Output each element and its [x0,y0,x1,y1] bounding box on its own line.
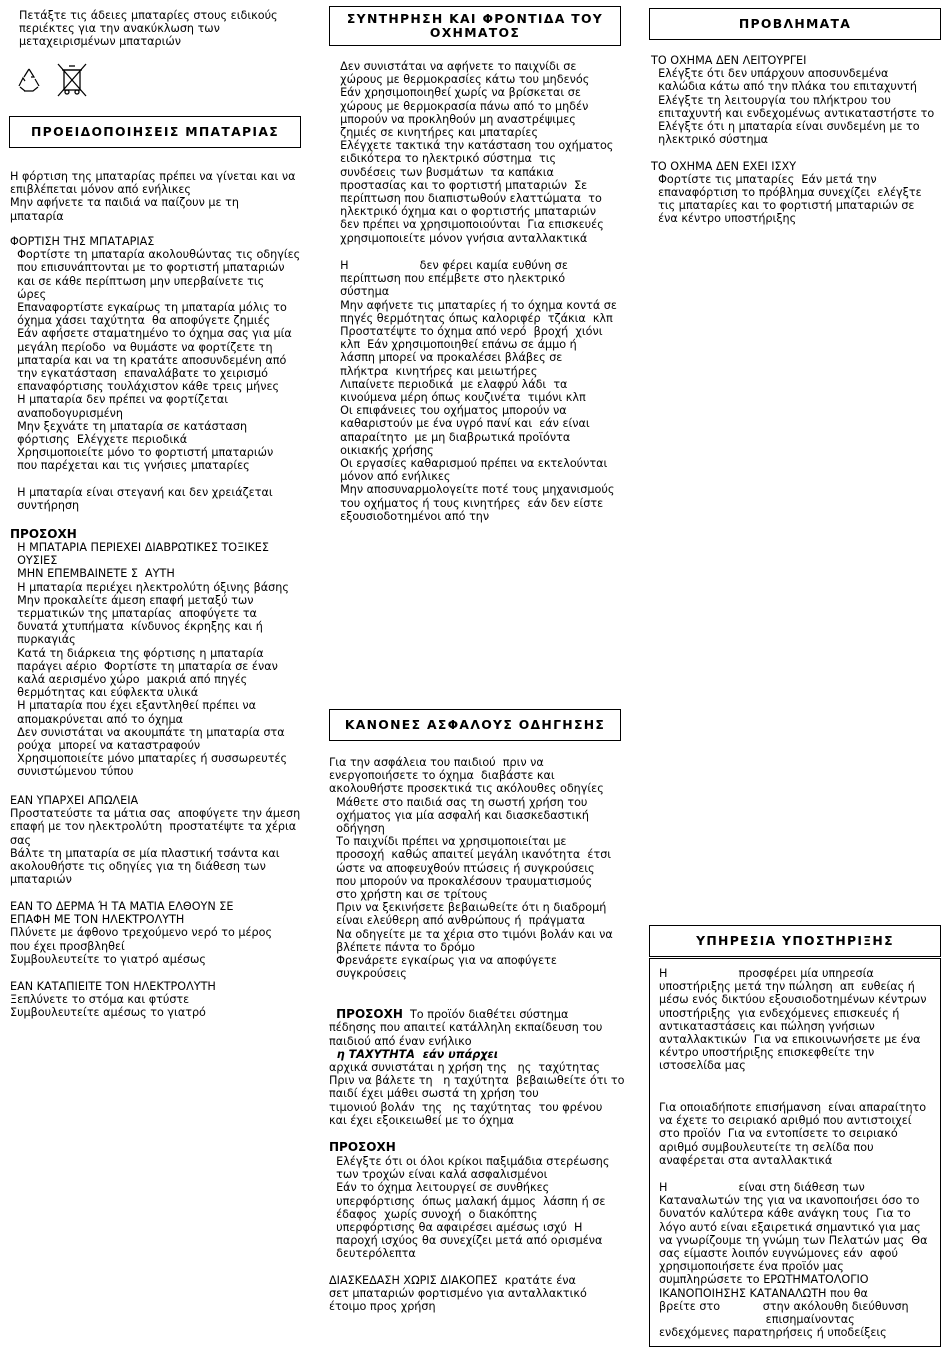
speed-text: αρχικά συνιστάται η χρήση της ης ταχύτητας Πριν να βάλετε τη η ταχύτητα βεβαιωθείτε ότι το παιδί έχει μάθει σωστά τη χρήση του τιμονιού βολάν της ης ταχύτητας του φρένου και έχει εξοικειωθεί με το όχημα [329,1061,625,1127]
support-text-1: Η προσφέρει μία υπηρεσία υποστήριξης μετά την πώληση απ ευθείας ή μέσω ενός δικτύου εξουσιοδοτημένων κέντρων υποστήριξης για ενδεχόμενες επισκευές ή αντικαταστάσεις και πώληση γνήσιων ανταλλακτικών Για να επικοινωνήσετε με ένα κέντρο υποστήριξης επισκεφθείτε την ιστοσελίδα μας [659,967,927,1073]
problems-heading: ΠΡΟΒΛΗΜΑΤΑ [649,8,941,40]
battery-warnings-heading: ΠΡΟΕΙΔΟΠΟΙΗΣΕΙΣ ΜΠΑΤΑΡΙΑΣ [9,116,301,148]
crossed-bin-icon [55,62,89,101]
brake-caution-text: Το προϊόν διαθέτει σύστημα πέδησης που απαιτεί κατάλληλη εκπαίδευση του παιδιού από έναν ενήλικο [329,1008,603,1048]
problems-text: ΤΟ ΟΧΗΜΑ ΔΕΝ ΛΕΙΤΟΥΡΓΕΙ Ελέγξτε ότι δεν υπάρχουν αποσυνδεμένα καλώδια κάτω από την πλάκα του επιταχυντή Ελέγξτε τη λειτουργία του πλήκτρου του επιταχυντή και ενδεχομένως αντικαταστήστε το Ελέγξτε ότι η μπαταρία είναι συνδεμένη με το ηλεκτρικό σύστημα ΤΟ ΟΧΗΜΑ ΔΕΝ ΕΧΕΙ ΙΣΧΥ Φορτίστε τις μπαταρίες Εάν μετά την επαναφόρτιση το πρόβλημα συνεχίζει ελέγξτε τις μπαταρίες και το φορτιστή μπαταριών σε ένα κέντρο υποστήριξης [651,54,935,226]
spare-battery-text: ΔΙΑΣΚΕΔΑΣΗ ΧΩΡΙΣ ΔΙΑΚΟΠΕΣ κρατάτε ένα σετ μπαταριών φορτισμένο για ανταλλακτικό έτοιμο προς χρήση [329,1274,587,1314]
leak-text: ΕΑΝ ΥΠΑΡΧΕΙ ΑΠΩΛΕΙΑ Προστατεύστε τα μάτια σας αποφύγετε την άμεση επαφή με τον ηλεκτρολύτη προστατέψτε τα χέρια σας Βάλτε τη μπαταρία σε μία πλαστική τσάντα και ακολουθήστε τις οδηγίες για τη διάθεση των μπαταριών [10,794,301,887]
disposal-intro: Πετάξτε τις άδειες μπαταρίες στους ειδικούς περιέκτες για την ανακύκλωση των μεταχειρισμένων μπαταριών [19,9,278,49]
skin-contact-text: ΕΑΝ ΤΟ ΔΕΡΜΑ Ή ΤΑ ΜΑΤΙΑ ΕΛΘΟΥΝ ΣΕ ΕΠΑΦΗ ΜΕ ΤΟΝ ΗΛΕΚΤΡΟΛΥΤΗ Πλύνετε με άφθονο τρεχούμενο νερό το μέρος που έχει προσβληθεί Συμβουλευτείτε το γιατρό αμέσως [10,900,273,966]
brake-caution-label: ΠΡΟΣΟΧΗ [336,1007,403,1022]
maintenance-text-1: Δεν συνιστάται να αφήνετε το παιχνίδι σε χώρους με θερμοκρασίες κάτω του μηδενός Εάν χρησιμοποιηθεί χωρίς να βρίσκεται σε χώρους με θερμοκρασία πάνω από το μηδέν μπορούν να προκληθούν μη αναστρέψιμες ζημιές σε κινητήρες και μπαταρίες Ελέγχετε τακτικά την κατάσταση του οχήματος ειδικότερα το ηλεκτρικό σύστημα τις συνδέσεις των βυσμάτων τα καπάκια προστασίας και το φορτιστή μπαταριών Σε περίπτωση που διαπιστωθούν ελαττώματα το ηλεκτρικό όχημα και ο φορτιστής μπαταριών δεν πρέπει να χρησιμοποιούνται Για επισκευές χρησιμοποιείτε μόνον γνήσια ανταλλακτικά [340,60,614,245]
support-text-3: Η είναι στη διάθεση των Καταναλωτών της για να ικανοποιήσει όσο το δυνατόν καλύτερα κάθε ανάγκη τους Για το λόγο αυτό είναι εξαιρετικά σημαντικό για μας να γνωρίζουμε τη γνώμη των Πελατών μας Θα σας είμαστε λοιπόν ευγνώμονες εάν αφού χρησιμοποιήσετε ένα προϊόν μας συμπληρώσετε το ΕΡΩΤΗΜΑΤΟΛΟΓΙΟ ΙΚΑΝΟΠΟΙΗΣΗΣ ΚΑΤΑΝΑΛΩΤΗ που θα βρείτε στο στην ακόλουθη διεύθυνση επισημαίνοντας ενδεχόμενες παρατηρήσεις ή υποδείξεις [659,1181,928,1340]
disposal-icons [15,62,89,101]
support-heading: ΥΠΗΡΕΣΙΑ ΥΠΟΣΤΗΡΙΞΗΣ [649,925,941,957]
battery-caution-label: ΠΡΟΣΟΧΗ [10,527,77,541]
battery-intro-text: Η φόρτιση της μπαταρίας πρέπει να γίνεται και να επιβλέπεται μόνον από ενήλικες Μην αφήνετε τα παιδιά να παίζουν με τη μπαταρία [10,170,296,223]
swallow-text: ΕΑΝ ΚΑΤΑΠΙΕΙΤΕ ΤΟΝ ΗΛΕΚΤΡΟΛΥΤΗ Ξεπλύνετε το στόμα και φτύστε Συμβουλευτείτε αμέσως το γιατρό [10,980,216,1020]
safe-driving-heading: ΚΑΝΟΝΕΣ ΑΣΦΑΛΟΥΣ ΟΔΗΓΗΣΗΣ [329,709,621,741]
battery-caution-text: Η ΜΠΑΤΑΡΙΑ ΠΕΡΙΕΧΕΙ ΔΙΑΒΡΩΤΙΚΕΣ ΤΟΞΙΚΕΣ ΟΥΣΙΕΣ ΜΗΝ ΕΠΕΜΒΑΙΝΕΤΕ Σ ΑΥΤΗ Η μπαταρία περιέχει ηλεκτρολύτη όξινης βάσης Μην προκαλείτε άμεση επαφή μεταξύ των τερματικών της μπαταρίας αποφύγετε τα δυνατά χτυπήματα κίνδυνος έκρηξης και ή πυρκαγιάς Κατά τη διάρκεια της φόρτισης η μπαταρία παράγει αέριο Φορτίστε τη μπαταρία σε έναν καλά αερισμένο χώρο μακριά από πηγές θερμότητας και εύφλεκτα υλικά Η μπαταρία που έχει εξαντληθεί πρέπει να απομακρύνεται από το όχημα Δεν συνιστάται να ακουμπάτε τη μπαταρία στα ρούχα μπορεί να καταστραφούν Χρησιμοποιείτε μόνο μπαταρίες ή συσσωρευτές συνιστώμενου τύπου [17,541,289,779]
support-text-2: Για οποιαδήποτε επισήμανση είναι απαραίτητο να έχετε το σειριακό αριθμό που αντιστοιχεί στο προϊόν Για να εντοπίσετε το σειριακό αριθμό συμβουλευτείτε τη σελίδα που αναφέρεται στα ανταλλακτικά [659,1101,927,1167]
maintenance-text-2: Η δεν φέρει καμία ευθύνη σε περίπτωση που επέμβετε στο ηλεκτρικό σύστημα Μην αφήνετε τις μπαταρίες ή το όχημα κοντά σε πηγές θερμότητας όπως καλοριφέρ τζάκια κλπ Προστατέψτε το όχημα από νερό βροχή χιόνι κλπ Εάν χρησιμοποιηθεί επάνω σε άμμο ή λάσπη μπορεί να προκαλέσει βλάβες σε πλήκτρα κινητήρες και μειωτήρες Λιπαίνετε περιοδικά με ελαφρύ λάδι τα κινούμενα μέρη όπως κουζινέτα τιμόνι κλπ Οι επιφάνειες του οχήματος μπορούν να καθαριστούν με ένα υγρό πανί και εάν είναι απαραίτητο με μη διαβρωτικά προϊόντα οικιακής χρήσης Οι εργασίες καθαρισμού πρέπει να εκτελούνται μόνον από ενήλικες Μην αποσυναρμολογείτε ποτέ τους μηχανισμούς του οχήματος ή τους κινητήρες εάν δεν είστε εξουσιοδοτημένοι από την [340,259,617,523]
wheel-caution-text: Ελέγξτε ότι οι όλοι κρίκοι παξιμάδια στερέωσης των τροχών είναι καλά ασφαλισμένοι Εάν το όχημα λειτουργεί σε συνθήκες υπερφόρτισης όπως μαλακή άμμος λάσπη ή σε έδαφος χωρίς συνοχή ο διακόπτης υπερφόρτισης θα αφαιρέσει αμέσως ισχύ Η παροχή ισχύος θα συνεχίζει μετά από ορισμένα δευτερόλεπτα [336,1155,610,1261]
wheel-caution-label: ΠΡΟΣΟΧΗ [329,1140,396,1154]
safe-driving-text: Για την ασφάλεια του παιδιού πριν να ενεργοποιήσετε το όχημα διαβάστε και ακολουθήστε προσεκτικά τις ακόλουθες οδηγίες Μάθετε στο παιδιά σας τη σωστή χρήση του οχήματος για μία ασφαλή και διασκεδαστική οδήγηση Το παιχνίδι πρέπει να χρησιμοποιείται με προσοχή καθώς απαιτεί μεγάλη ικανότητα έτσι ώστε να αποφευχθούν πτώσεις ή συγκρούσεις που μπορούν να προκαλέσουν τραυματισμούς στο χρήστη και σε τρίτους Πριν να ξεκινήσετε βεβαιωθείτε ότι η διαδρομή είναι ελεύθερη από ανθρώπους ή πράγματα Να οδηγείτε με τα χέρια στο τιμόνι βολάν και να βλέπετε πάντα το δρόμο Φρενάρετε εγκαίρως για να αποφύγετε συγκρούσεις [329,756,613,981]
speed-label: η ΤΑΧΥΤΗΤΑ εάν υπάρχει [329,1048,499,1061]
battery-charging-text: ΦΟΡΤΙΣΗ ΤΗΣ ΜΠΑΤΑΡΙΑΣ Φορτίστε τη μπαταρία ακολουθώντας τις οδηγίες που επισυνάπτονται με το φορτιστή μπαταριών και σε κάθε περίπτωση μην υπερβαίνετε τις ώρες Επαναφορτίστε εγκαίρως τη μπαταρία μόλις το όχημα χάσει ταχύτητα θα αποφύγετε ζημιές Εάν αφήσετε σταματημένο το όχημα σας για μία μεγάλη περίοδο να θυμάστε να φορτίζετε τη μπαταρία και να τη κρατάτε αποσυνδεμένη από την εγκατάσταση επαναλάβατε το χειρισμό επαναφόρτισης τουλάχιστον κάθε τρεις μήνες Η μπαταρία δεν πρέπει να φορτίζεται αναποδογυρισμένη Μην ξεχνάτε τη μπαταρία σε κατάσταση φόρτισης Ελέγχετε περιοδικά Χρησιμοποιείτε μόνο το φορτιστή μπαταριών που παρέχεται και τις γνήσιες μπαταρίες Η μπαταρία είναι στεγανή και δεν χρειάζεται συντήρηση [10,235,301,513]
recycle-icon [15,66,43,97]
maintenance-heading: ΣΥΝΤΗΡΗΣΗ ΚΑΙ ΦΡΟΝΤΙΔΑ ΤΟΥ ΟΧΗΜΑΤΟΣ [329,6,621,46]
